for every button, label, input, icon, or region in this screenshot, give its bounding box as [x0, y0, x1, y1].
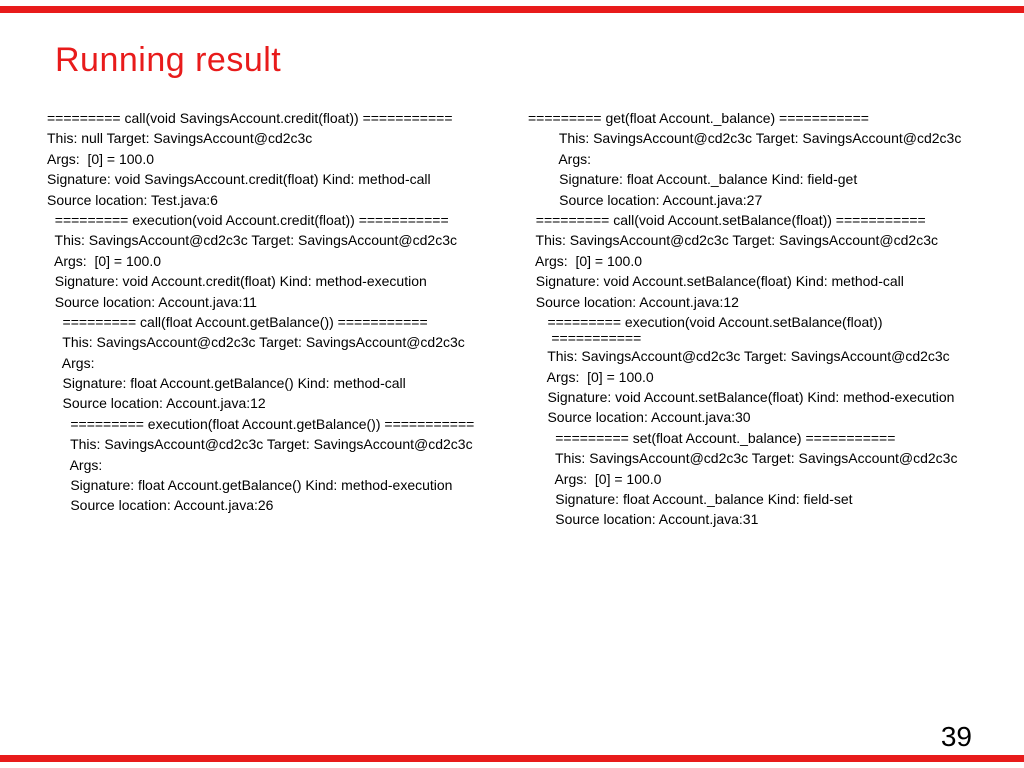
- trace-line: Source location: Account.java:12: [528, 293, 739, 310]
- trace-line: ========= call(void SavingsAccount.credit(float)) ===========: [47, 110, 453, 126]
- trace-line: Args: [0] = 100.0: [47, 150, 155, 167]
- trace-output-right-column: [528, 108, 1020, 530]
- trace-line: Source location: Account.java:26: [47, 497, 274, 514]
- trace-line: Args: [0] = 100.0: [528, 470, 662, 487]
- trace-line: ========= call(void Account.setBalance(float)) ===========: [528, 211, 926, 228]
- trace-line: Signature: float Account._balance Kind: field-set: [528, 491, 853, 508]
- trace-line: Source location: Test.java:6: [47, 191, 218, 208]
- trace-line: Signature: float Account.getBalance() Kind: method-call: [47, 375, 406, 392]
- trace-line: ===========: [528, 330, 642, 347]
- trace-line: Source location: Account.java:30: [528, 409, 751, 426]
- trace-line: Source location: Account.java:12: [47, 395, 266, 412]
- trace-line: Args:: [528, 150, 592, 167]
- trace-line: ========= call(float Account.getBalance()) ===========: [47, 313, 428, 330]
- trace-line: This: SavingsAccount@cd2c3c Target: SavingsAccount@cd2c3c: [528, 130, 962, 147]
- trace-line: Args: [0] = 100.0: [528, 252, 643, 269]
- trace-line: This: SavingsAccount@cd2c3c Target: SavingsAccount@cd2c3c: [47, 334, 465, 351]
- trace-line: ========= set(float Account._balance) ===========: [528, 429, 896, 446]
- trace-line: ========= execution(float Account.getBalance()) ===========: [47, 415, 475, 432]
- top-accent-bar: [0, 6, 1024, 13]
- trace-line: Args: [0] = 100.0: [528, 368, 654, 385]
- trace-line: Signature: void SavingsAccount.credit(float) Kind: method-call: [47, 171, 431, 188]
- trace-line: Args:: [47, 354, 95, 371]
- slide-page-number: 39: [940, 721, 972, 752]
- trace-line: This: SavingsAccount@cd2c3c Target: SavingsAccount@cd2c3c: [47, 232, 458, 249]
- trace-line: This: null Target: SavingsAccount@cd2c3c: [47, 130, 313, 147]
- trace-line: Args: [0] = 100.0: [47, 252, 162, 269]
- trace-line: Args:: [47, 456, 103, 473]
- trace-line: This: SavingsAccount@cd2c3c Target: SavingsAccount@cd2c3c: [528, 348, 950, 365]
- trace-line: Source location: Account.java:27: [528, 191, 763, 208]
- trace-line: Source location: Account.java:11: [47, 293, 257, 310]
- trace-line: ========= get(float Account._balance) ===========: [528, 110, 869, 126]
- trace-line: This: SavingsAccount@cd2c3c Target: SavingsAccount@cd2c3c: [528, 450, 958, 467]
- trace-line: ========= execution(void Account.credit(float)) ===========: [47, 211, 449, 228]
- trace-line: Source location: Account.java:31: [528, 511, 759, 528]
- trace-line: Signature: float Account._balance Kind: field-get: [528, 171, 858, 188]
- trace-line: Signature: void Account.setBalance(float) Kind: method-execution: [528, 389, 955, 406]
- trace-line: ========= execution(void Account.setBalance(float)): [528, 313, 883, 330]
- page-title: Running result: [55, 41, 282, 79]
- trace-line: Signature: float Account.getBalance() Kind: method-execution: [47, 477, 453, 494]
- trace-line: Signature: void Account.setBalance(float) Kind: method-call: [528, 273, 904, 290]
- bottom-accent-bar: [0, 755, 1024, 762]
- trace-line: Signature: void Account.credit(float) Kind: method-execution: [47, 273, 427, 290]
- trace-line: This: SavingsAccount@cd2c3c Target: SavingsAccount@cd2c3c: [528, 232, 939, 249]
- trace-output-left-column: [47, 108, 539, 516]
- trace-line: This: SavingsAccount@cd2c3c Target: SavingsAccount@cd2c3c: [47, 436, 473, 453]
